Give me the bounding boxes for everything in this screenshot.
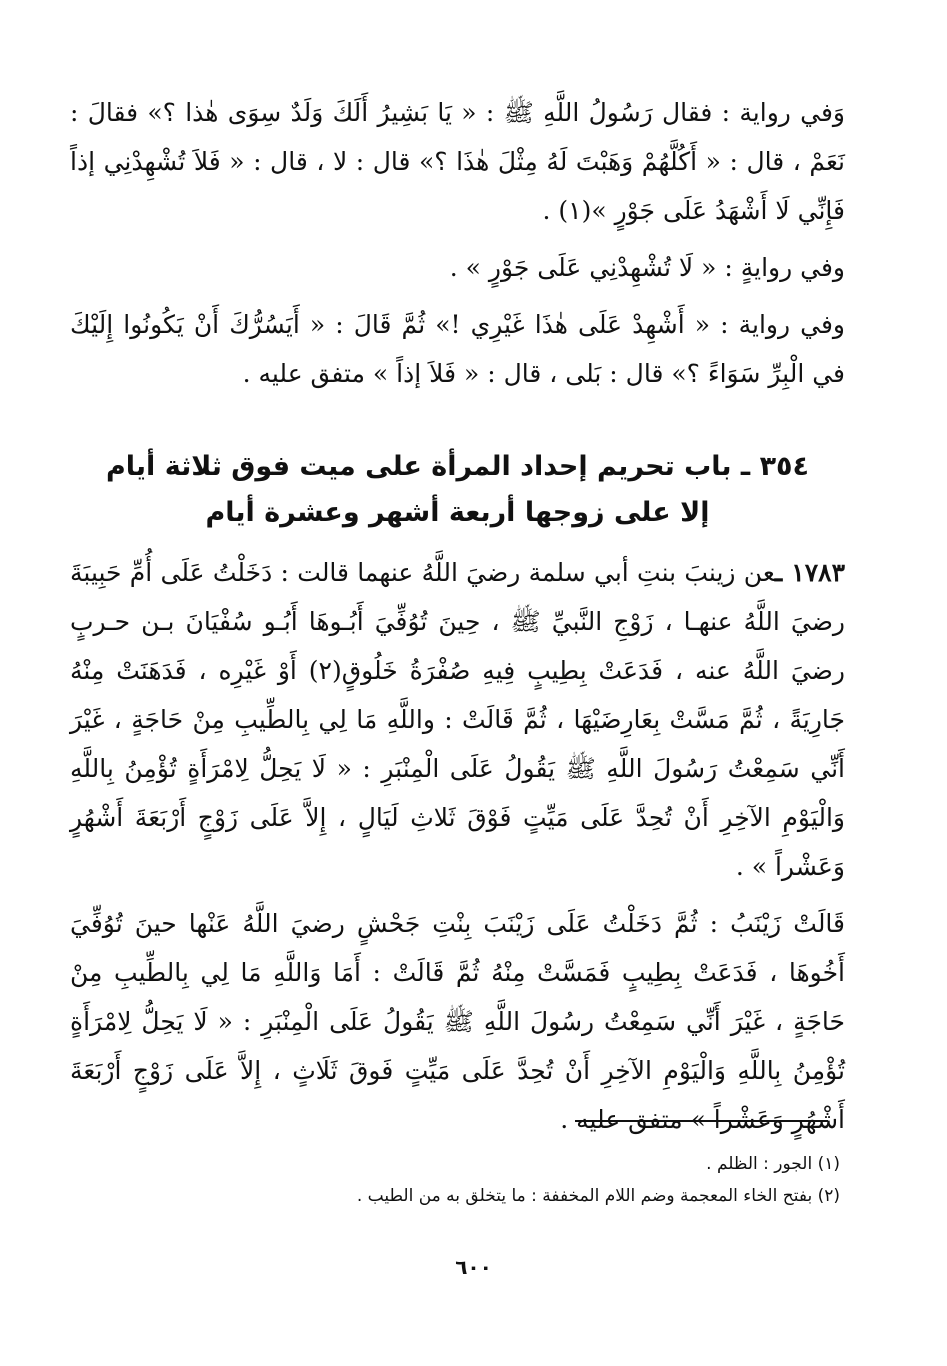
hadith-number: ١٧٨٣ ـ	[774, 558, 846, 587]
footnotes	[200, 1148, 840, 1212]
paragraph-zaynab: قَالَتْ زَيْنَبُ : ثُمَّ دَخَلْتُ عَلَى زَيْنَبَ بِنْتِ جَحْشٍ رضيَ اللَّهُ عَنْها حينَ تُوُفِّيَ أَخُوهَا ، فَدَعَتْ بِطِيبٍ فَمَسَّتْ مِنْهُ ثُمَّ قَالَتْ : أَمَا وَاللَّهِ مَا لِي بِالطِّيبِ مِنْ حَاجَةٍ ، غَيْرَ أَنِّي سَمِعْتُ رسُولَ اللَّهِ ﷺ يَقُولُ عَلَى الْمِنْبَرِ : « لَا يَحِلُّ لِامْرَأَةٍ تُؤْمِنُ بِاللَّهِ وَالْيَوْمِ الآخِرِ أَنْ تُحِدَّ عَلَى مَيِّتٍ فَوقَ ثَلَاثٍ ، إِلاَّ عَلَى زَوْجٍ أَرْبَعَةَ أَشْهُرٍ وَعَشْراً » متفق عليه .	[70, 909, 845, 1134]
chapter-heading-line-1: ٣٥٤ ـ باب تحريم إحداد المرأة على ميت فوق ثلاثة أيام	[105, 451, 810, 482]
chapter-heading	[70, 444, 845, 536]
paragraph-riwaya-3: وفي رواية : « أَشْهِدْ عَلَى هٰذَا غَيْرِي !» ثُمَّ قَالَ : « أَيَسُرُّكَ أَنْ يَكُونُوا إِلَيْكَ في الْبِرِّ سَوَاءً ؟» قال : بَلى ، قال : « فَلاَ إذاً » متفق عليه .	[70, 310, 845, 388]
hadith-paragraph	[70, 548, 845, 891]
hadith-text: عن زينبَ بنتِ أبي سلمة رضيَ اللَّهُ عنهما قالت : دَخَلْتُ عَلَى أُمِّ حَبِيبَةَ رضيَ اللَّهُ عنهـا ، زَوْجِ النَّبيِّ ﷺ ، حِينَ تُوُفِّيَ أَبُـوهَا أَبُـو سُفْيَانَ بـن حـربٍ رضيَ اللَّهُ عنه ، فَدَعَتْ بِطِيبٍ فِيهِ صُفْرَةُ خَلُوقٍ(٢) أَوْ غَيْرِه ، فَدَهَنَتْ مِنْهُ جَارِيَةً ، ثُمَّ مَسَّتْ بِعَارِضَيْهَا ، ثُمَّ قَالَتْ : واللَّهِ مَا لِي بِالطِّيبِ مِنْ حَاجَةٍ ، غَيْرَ أَنِّي سَمِعْتُ رَسُولَ اللَّهِ ﷺ يَقُولُ عَلَى الْمِنْبَرِ : « لَا يَحِلُّ لِامْرَأَةٍ تُؤْمِنُ بِاللَّهِ وَالْيَوْمِ الآخِرِ أَنْ تُحِدَّ عَلَى مَيِّتٍ فَوْقَ ثَلاثِ لَيَالٍ ، إِلاَّ عَلَى زَوْجٍ أَرْبَعَةَ أَشْهُرٍ وَعَشْراً » .	[70, 558, 845, 881]
page-content	[70, 88, 845, 1144]
page-number: ٦٠٠	[455, 1255, 492, 1279]
chapter-heading-line-2: إلا على زوجها أربعة أشهر وعشرة أيام	[205, 497, 710, 528]
footnote-divider	[575, 1120, 828, 1122]
paragraph-riwaya-2: وفي روايةٍ : « لَا تُشْهِدْنِي عَلَى جَوْرٍ » .	[449, 253, 845, 282]
footnote-1: (١) الجور : الظلم .	[706, 1154, 840, 1174]
footnote-2: (٢) بفتح الخاء المعجمة وضم اللام المخففة : ما يتخلق به من الطيب .	[356, 1186, 840, 1206]
paragraph-riwaya-1: وَفي رواية : فقال رَسُولُ اللَّهِ ﷺ : « يَا بَشِيرُ أَلَكَ وَلَدٌ سِوَى هٰذا ؟» فقالَ : نَعَمْ ، قال : « أَكُلَّهُمْ وَهَبْتَ لَهُ مِثْلَ هٰذَا ؟» قال : لا ، قال : « فَلاَ تُشْهِدْنِي إذاً فَإِنِّي لَا أَشْهَدُ عَلَى جَوْرٍ »(١) .	[70, 98, 845, 225]
